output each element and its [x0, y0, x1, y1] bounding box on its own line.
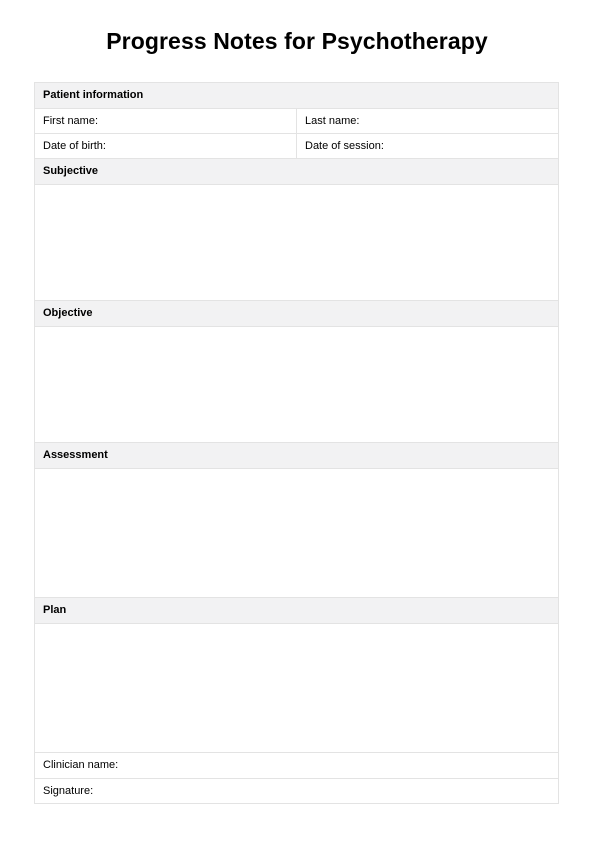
patient-info-heading: Patient information [35, 83, 559, 109]
dates-row [35, 134, 559, 159]
last-name-field[interactable]: Last name: [297, 109, 559, 134]
date-of-session-field[interactable]: Date of session: [297, 134, 559, 159]
name-row [35, 109, 559, 134]
objective-header-row [35, 301, 559, 327]
signature-field[interactable]: Signature: [35, 779, 559, 804]
progress-notes-form [34, 82, 559, 804]
plan-area[interactable] [35, 624, 559, 753]
patient-info-header-row [35, 83, 559, 109]
assessment-input[interactable] [35, 469, 558, 597]
plan-body-row [35, 624, 559, 753]
subjective-header-row [35, 159, 559, 185]
subjective-body-row [35, 185, 559, 301]
objective-area[interactable] [35, 327, 559, 443]
objective-input[interactable] [35, 327, 558, 442]
date-of-birth-field[interactable]: Date of birth: [35, 134, 297, 159]
objective-body-row [35, 327, 559, 443]
clinician-name-field[interactable]: Clinician name: [35, 753, 559, 779]
assessment-area[interactable] [35, 469, 559, 598]
clinician-row [35, 753, 559, 779]
subjective-heading: Subjective [35, 159, 559, 185]
subjective-input[interactable] [35, 185, 558, 300]
document-title: Progress Notes for Psychotherapy [106, 28, 488, 54]
objective-heading: Objective [35, 301, 559, 327]
assessment-heading: Assessment [35, 443, 559, 469]
subjective-area[interactable] [35, 185, 559, 301]
plan-heading: Plan [35, 598, 559, 624]
plan-header-row [35, 598, 559, 624]
signature-row [35, 779, 559, 804]
plan-input[interactable] [35, 624, 558, 752]
first-name-field[interactable]: First name: [35, 109, 297, 134]
assessment-body-row [35, 469, 559, 598]
assessment-header-row [35, 443, 559, 469]
